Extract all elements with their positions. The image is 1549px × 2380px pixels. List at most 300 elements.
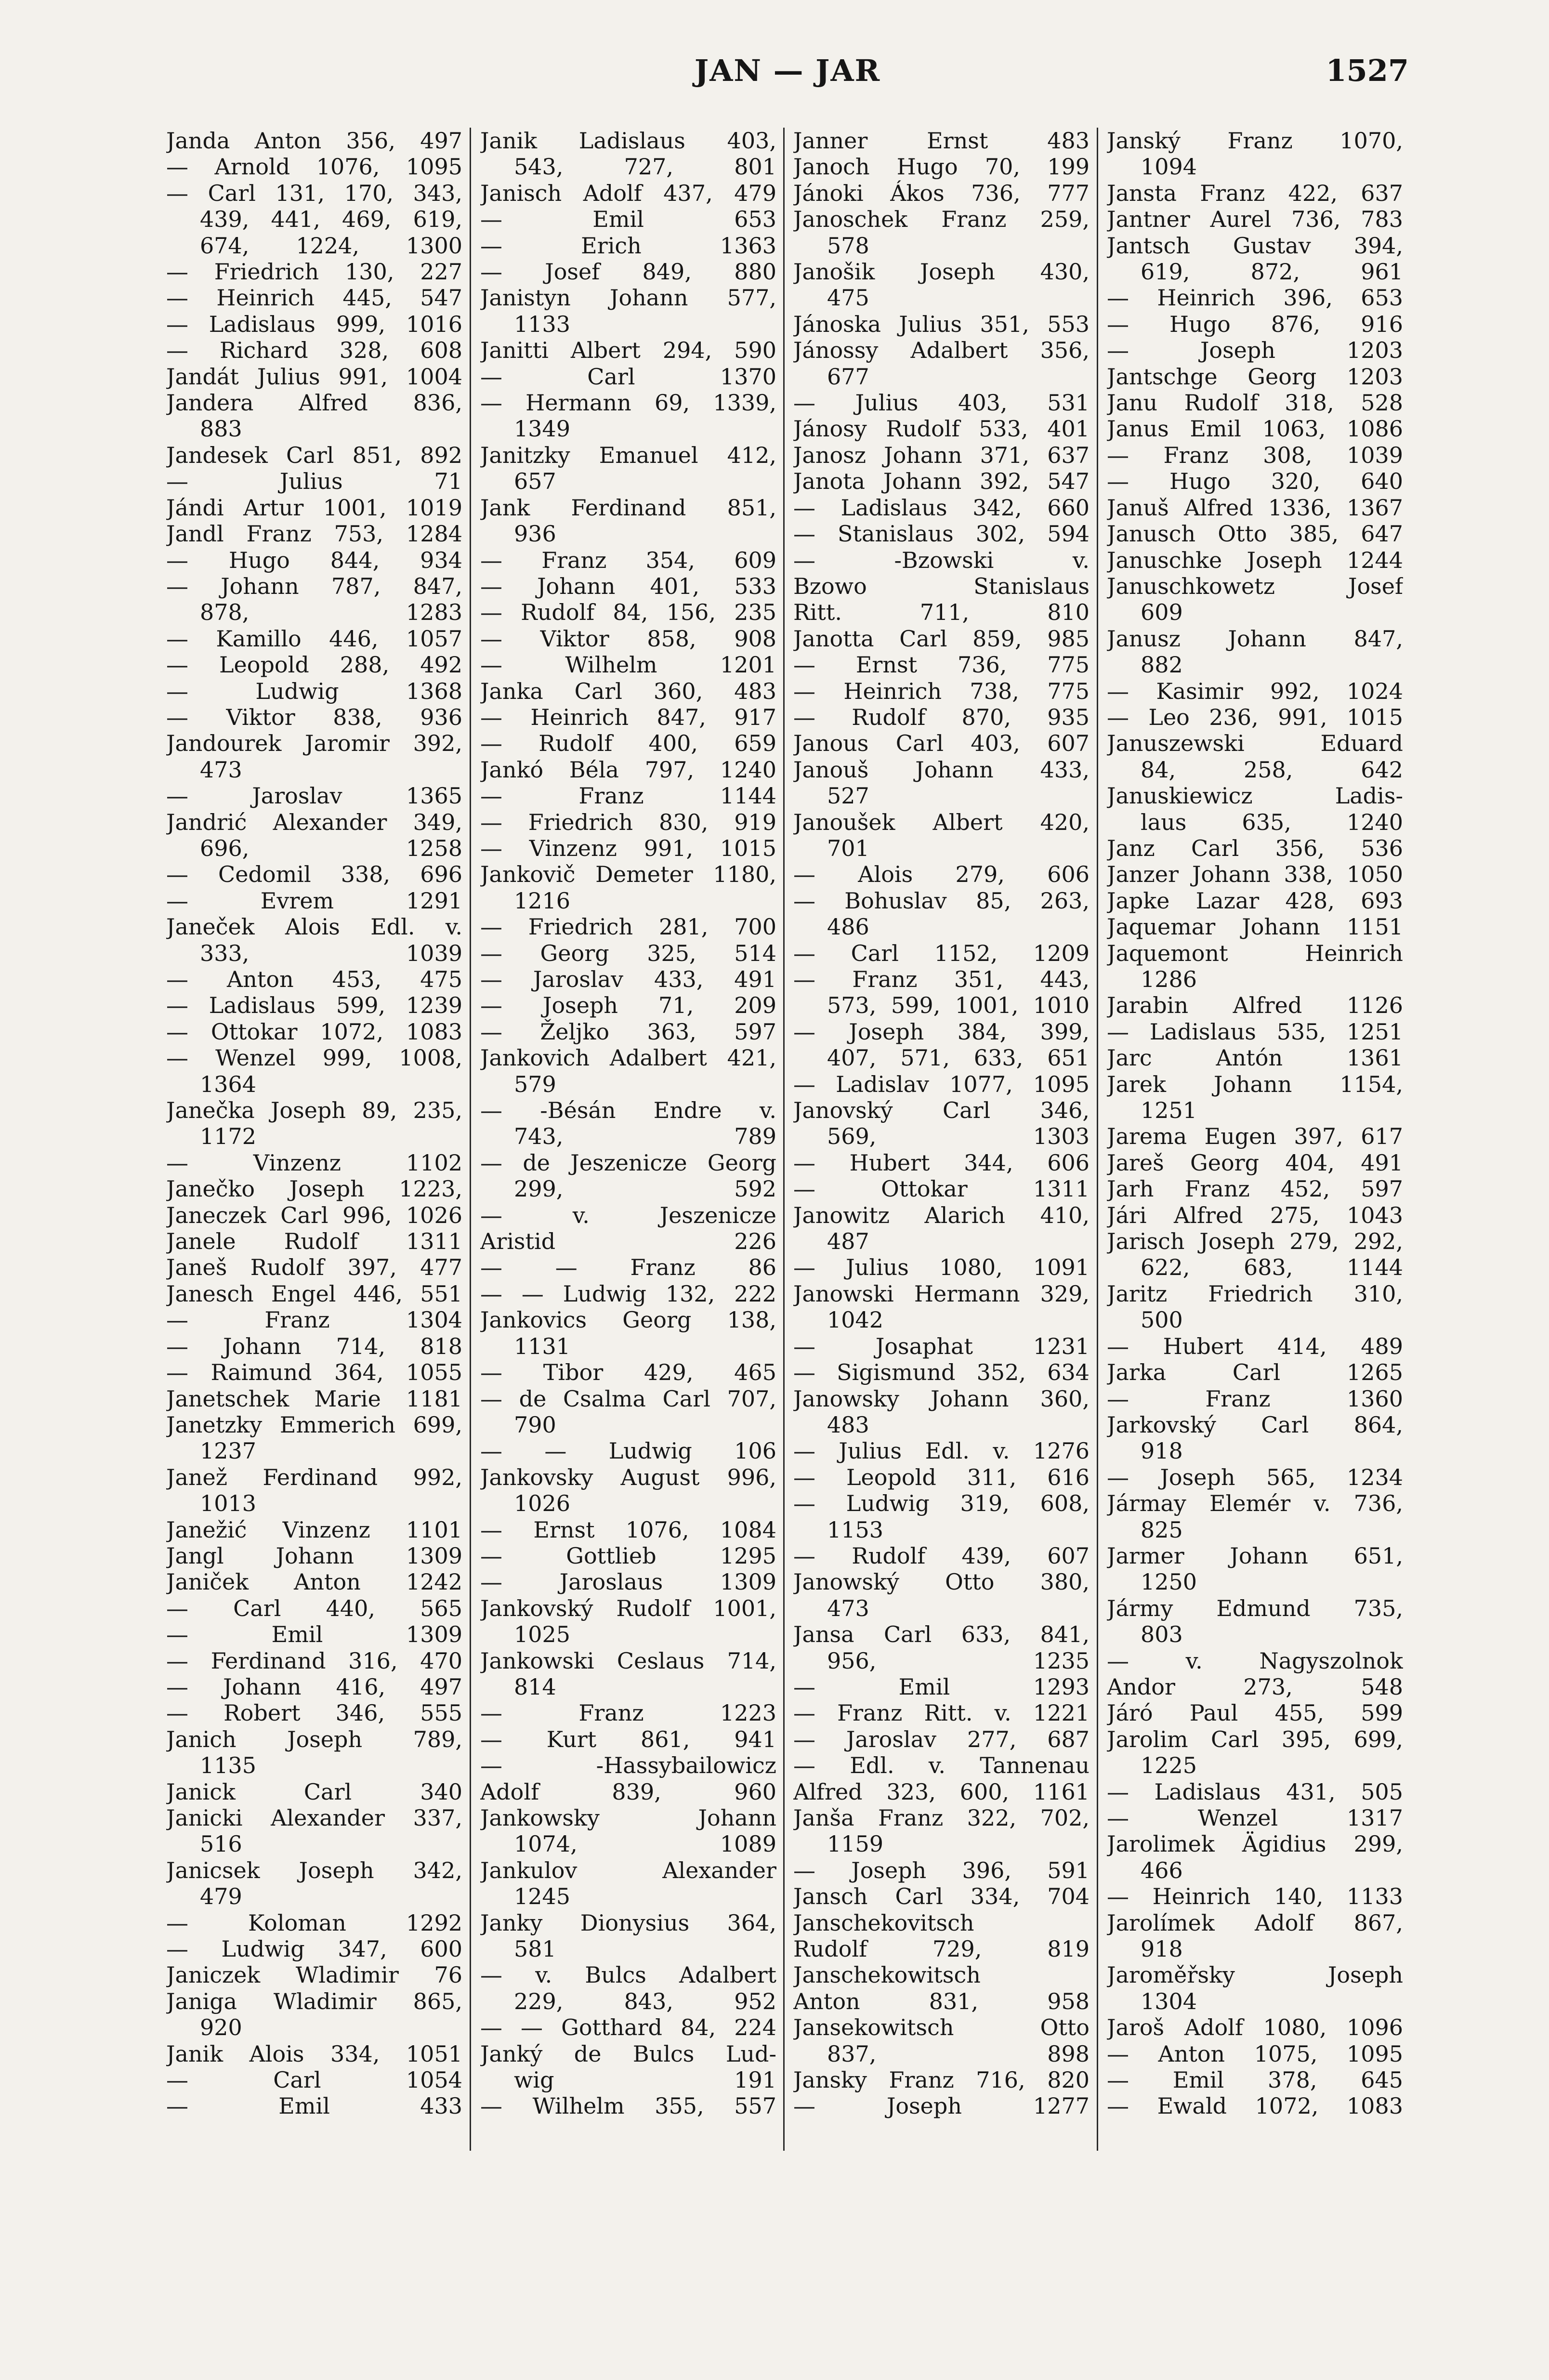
- column-4-list: [1107, 128, 1403, 2119]
- index-entry: Jankulov Alexander: [480, 1857, 776, 1883]
- index-entry: Janeček Alois Edl. v.: [166, 914, 462, 940]
- index-entry: — — Gotthard 84, 224: [480, 2014, 776, 2041]
- index-entry: — Emil 1293: [793, 1673, 1090, 1700]
- index-entry: — Anton 1075, 1095: [1107, 2040, 1403, 2067]
- index-entry: — Friedrich 281, 700: [480, 914, 776, 940]
- index-entry: — Franz 351, 443,: [793, 966, 1090, 992]
- index-entry: Janschekovitsch: [793, 1909, 974, 1936]
- index-entry: — Wilhelm 355, 557: [480, 2093, 776, 2119]
- index-entry: — Anton 453, 475: [166, 966, 462, 992]
- index-entry: 1245: [514, 1883, 571, 1910]
- index-entry: — — Franz 86: [480, 1254, 776, 1281]
- index-entry: Jandát Julius 991, 1004: [166, 363, 462, 390]
- index-entry: Jankovský Rudolf 1001,: [480, 1595, 776, 1621]
- index-entry: — Julius Edl. v. 1276: [793, 1438, 1090, 1464]
- index-entry: 473: [827, 1595, 869, 1621]
- index-entry: Janowski Hermann 329,: [793, 1280, 1090, 1307]
- index-entry: 516: [200, 1831, 242, 1857]
- index-entry: Jándi Artur 1001, 1019: [166, 494, 462, 521]
- index-entry: — Viktor 858, 908: [480, 625, 776, 652]
- index-entry: wig 191: [514, 2067, 776, 2093]
- index-entry: 1153: [827, 1516, 884, 1543]
- index-entry: — Ladislav 1077, 1095: [793, 1071, 1090, 1097]
- index-entry: Jarek Johann 1154,: [1107, 1071, 1403, 1097]
- index-entry: Janu Rudolf 318, 528: [1107, 390, 1403, 416]
- index-entry: Ritt. 711, 810: [793, 599, 1090, 626]
- index-entry: 1286: [1141, 966, 1197, 992]
- index-entry: — Hugo 320, 640: [1107, 468, 1403, 495]
- index-entry: Jaquemont Heinrich: [1107, 940, 1403, 966]
- index-entry: Janus Emil 1063, 1086: [1107, 416, 1403, 442]
- index-entry: — Johann 787, 847,: [166, 573, 462, 599]
- index-entry: Janick Carl 340: [166, 1778, 462, 1805]
- index-entry: — Gottlieb 1295: [480, 1542, 776, 1569]
- index-entry: 486: [827, 914, 869, 940]
- index-entry: — Jaroslav 433, 491: [480, 966, 776, 992]
- index-entry: Jankovics Georg 138,: [480, 1307, 776, 1333]
- index-entry: Jandrić Alexander 349,: [166, 809, 462, 835]
- index-entry: — Robert 346, 555: [166, 1700, 462, 1726]
- index-entry: Janka Carl 360, 483: [480, 678, 776, 704]
- index-entry: — Alois 279, 606: [793, 861, 1090, 888]
- index-entry: Jarisch Joseph 279, 292,: [1107, 1228, 1403, 1255]
- index-entry: — Franz 354, 609: [480, 547, 776, 573]
- index-entry: Janicki Alexander 337,: [166, 1805, 462, 1831]
- index-entry: Jarh Franz 452, 597: [1107, 1176, 1403, 1202]
- index-entry: Janiga Wladimir 865,: [166, 1988, 462, 2014]
- index-entry: Jánoska Julius 351, 553: [793, 311, 1090, 337]
- index-entry: Janich Joseph 789,: [166, 1726, 462, 1752]
- index-entry: Janiček Anton 1242: [166, 1569, 462, 1595]
- index-entry: — Carl 1054: [166, 2067, 462, 2093]
- index-entry: Jandourek Jaromir 392,: [166, 730, 462, 757]
- index-entry: 1216: [514, 887, 571, 914]
- index-entry: — Jaroslav 277, 687: [793, 1726, 1090, 1752]
- index-entry: 1133: [514, 311, 571, 337]
- index-entry: 1135: [200, 1752, 257, 1779]
- index-entry: Januskiewicz Ladis-: [1107, 783, 1403, 809]
- index-entry: 918: [1141, 1438, 1183, 1464]
- index-entry: Jandesek Carl 851, 892: [166, 442, 462, 468]
- page-header: [166, 53, 1409, 106]
- index-entry: — Stanislaus 302, 594: [793, 521, 1090, 547]
- index-entry: 1251: [1141, 1097, 1197, 1124]
- index-entry: — Joseph 1203: [1107, 337, 1403, 364]
- index-entry: — Franz 1360: [1107, 1385, 1403, 1412]
- column-1: [166, 128, 462, 2151]
- index-entry: Anton 831, 958: [793, 1988, 1090, 2014]
- index-entry: — Tibor 429, 465: [480, 1359, 776, 1386]
- index-entry: — Johann 401, 533: [480, 573, 776, 599]
- index-entry: Janota Johann 392, 547: [793, 468, 1090, 495]
- index-entry: Jankovsky August 996,: [480, 1464, 776, 1490]
- index-entry: Janowský Otto 380,: [793, 1569, 1090, 1595]
- index-entry: — Carl 1152, 1209: [793, 940, 1090, 966]
- index-entry: Janik Ladislaus 403,: [480, 128, 776, 154]
- index-entry: — Ladislaus 535, 1251: [1107, 1018, 1403, 1045]
- index-entry: — Edl. v. Tannenau: [793, 1752, 1090, 1779]
- index-entry: — Carl 440, 565: [166, 1595, 462, 1621]
- index-entry: — Richard 328, 608: [166, 337, 462, 364]
- index-entry: 674, 1224, 1300: [200, 232, 462, 259]
- index-entry: 581: [514, 1936, 556, 1962]
- index-entry: 1159: [827, 1831, 884, 1857]
- index-entry: — Ottokar 1072, 1083: [166, 1018, 462, 1045]
- index-entry: Janowitz Alarich 410,: [793, 1202, 1090, 1228]
- index-entry: 677: [827, 363, 869, 390]
- index-entry: — Joseph 396, 591: [793, 1857, 1090, 1883]
- index-entry: Jankó Béla 797, 1240: [480, 756, 776, 783]
- index-entry: Januš Alfred 1336, 1367: [1107, 494, 1403, 521]
- index-entry: 920: [200, 2014, 242, 2041]
- column-4: [1107, 128, 1403, 2151]
- index-entry: — Heinrich 738, 775: [793, 678, 1090, 704]
- index-entry: 803: [1141, 1621, 1183, 1648]
- index-entry: 743, 789: [514, 1123, 776, 1150]
- index-entry: — Wenzel 1317: [1107, 1805, 1403, 1831]
- index-entry: Jankovič Demeter 1180,: [480, 861, 776, 888]
- index-entry: Jandl Franz 753, 1284: [166, 521, 462, 547]
- index-entry: — Raimund 364, 1055: [166, 1359, 462, 1386]
- index-entry: — Johann 416, 497: [166, 1673, 462, 1700]
- index-entry: — Ladislaus 999, 1016: [166, 311, 462, 337]
- index-entry: 1364: [200, 1071, 257, 1097]
- index-entry: 473: [200, 756, 242, 783]
- index-entry: — Josef 849, 880: [480, 259, 776, 285]
- index-entry: 883: [200, 416, 242, 442]
- index-entry: 407, 571, 633, 651: [827, 1045, 1090, 1071]
- index-entry: 814: [514, 1673, 556, 1700]
- index-entry: 956, 1235: [827, 1647, 1090, 1674]
- index-entry: — Hubert 414, 489: [1107, 1333, 1403, 1359]
- index-entry: Jank Ferdinand 851,: [480, 494, 776, 521]
- index-entry: 1225: [1141, 1752, 1197, 1779]
- index-entry: — Ferdinand 316, 470: [166, 1647, 462, 1674]
- index-entry: — Emil 1309: [166, 1621, 462, 1648]
- index-entry: 837, 898: [827, 2040, 1090, 2067]
- index-entry: Járó Paul 455, 599: [1107, 1700, 1403, 1726]
- index-entry: Jankowski Ceslaus 714,: [480, 1647, 776, 1674]
- index-entry: Janetschek Marie 1181: [166, 1385, 462, 1412]
- index-entry: Janisch Adolf 437, 479: [480, 180, 776, 206]
- index-entry: Janosz Johann 371, 637: [793, 442, 1090, 468]
- index-entry: Janoch Hugo 70, 199: [793, 154, 1090, 180]
- column-divider: [783, 128, 785, 2151]
- index-entry: 1025: [514, 1621, 571, 1648]
- column-3-list: [793, 128, 1090, 2119]
- index-entry: 1074, 1089: [514, 1831, 776, 1857]
- index-entry: — Viktor 838, 936: [166, 704, 462, 730]
- index-entry: Jantsch Gustav 394,: [1107, 232, 1403, 259]
- index-entry: — Jaroslav 1365: [166, 783, 462, 809]
- index-entry: Janschekowitsch: [793, 1962, 981, 1988]
- index-entry: Jankowsky Johann: [480, 1805, 776, 1831]
- index-entry: 578: [827, 232, 869, 259]
- index-entry: 1013: [200, 1490, 257, 1517]
- index-entry: 1172: [200, 1123, 257, 1150]
- index-columns: [166, 128, 1409, 2151]
- index-entry: — — Ludwig 132, 222: [480, 1280, 776, 1307]
- index-entry: — Rudolf 870, 935: [793, 704, 1090, 730]
- index-entry: — Rudolf 84, 156, 235: [480, 599, 776, 626]
- index-entry: Jári Alfred 275, 1043: [1107, 1202, 1403, 1228]
- index-entry: Jánosy Rudolf 533, 401: [793, 416, 1090, 442]
- index-entry: Jaroměřsky Joseph: [1107, 1962, 1403, 1988]
- index-entry: Janežić Vinzenz 1101: [166, 1516, 462, 1543]
- index-entry: — Joseph 1277: [793, 2093, 1090, 2119]
- index-entry: — Erich 1363: [480, 232, 776, 259]
- index-entry: Janowsky Johann 360,: [793, 1385, 1090, 1412]
- index-entry: — Joseph 71, 209: [480, 992, 776, 1019]
- index-entry: Jaritz Friedrich 310,: [1107, 1280, 1403, 1307]
- index-entry: Jarka Carl 1265: [1107, 1359, 1403, 1386]
- index-entry: Japke Lazar 428, 693: [1107, 887, 1403, 914]
- index-entry: — Kurt 861, 941: [480, 1726, 776, 1752]
- index-entry: — Bohuslav 85, 263,: [793, 887, 1090, 914]
- index-entry: — Ernst 736, 775: [793, 652, 1090, 678]
- index-entry: Jánoki Ákos 736, 777: [793, 180, 1090, 206]
- index-entry: 825: [1141, 1516, 1183, 1543]
- index-entry: — Franz Ritt. v. 1221: [793, 1700, 1090, 1726]
- index-entry: 543, 727, 801: [514, 154, 776, 180]
- index-entry: — Evrem 1291: [166, 887, 462, 914]
- index-entry: Janečko Joseph 1223,: [166, 1176, 462, 1202]
- index-entry: Janitti Albert 294, 590: [480, 337, 776, 364]
- index-entry: Aristid 226: [480, 1228, 776, 1255]
- index-entry: 622, 683, 1144: [1141, 1254, 1403, 1281]
- column-2: [480, 128, 776, 2151]
- index-entry: — Ludwig 1368: [166, 678, 462, 704]
- index-entry: — Hubert 344, 606: [793, 1149, 1090, 1176]
- index-entry: Janošik Joseph 430,: [793, 259, 1090, 285]
- index-entry: — Vinzenz 991, 1015: [480, 835, 776, 861]
- index-entry: — Ladislaus 431, 505: [1107, 1778, 1403, 1805]
- index-entry: — Cedomil 338, 696: [166, 861, 462, 888]
- index-entry: Janký de Bulcs Lud-: [480, 2040, 776, 2067]
- index-entry: — Rudolf 400, 659: [480, 730, 776, 757]
- index-entry: — Emil 653: [480, 206, 776, 233]
- index-entry: — Hermann 69, 1339,: [480, 390, 776, 416]
- index-entry: 475: [827, 285, 869, 311]
- index-entry: Jármy Edmund 735,: [1107, 1595, 1403, 1621]
- index-entry: 487: [827, 1228, 869, 1255]
- index-entry: — Joseph 384, 399,: [793, 1018, 1090, 1045]
- index-entry: Jansta Franz 422, 637: [1107, 180, 1403, 206]
- index-entry: Rudolf 729, 819: [793, 1936, 1090, 1962]
- index-entry: Jandera Alfred 836,: [166, 390, 462, 416]
- index-entry: Jansa Carl 633, 841,: [793, 1621, 1090, 1648]
- index-entry: — Kamillo 446, 1057: [166, 625, 462, 652]
- index-entry: 479: [200, 1883, 242, 1910]
- index-entry: — Friedrich 130, 227: [166, 259, 462, 285]
- index-entry: Janzer Johann 338, 1050: [1107, 861, 1403, 888]
- index-entry: 299, 592: [514, 1176, 776, 1202]
- index-entry: — Wenzel 999, 1008,: [166, 1045, 462, 1071]
- index-entry: Janistyn Johann 577,: [480, 285, 776, 311]
- index-entry: Jaroš Adolf 1080, 1096: [1107, 2014, 1403, 2041]
- index-entry: Jareš Georg 404, 491: [1107, 1149, 1403, 1176]
- index-entry: — Julius 71: [166, 468, 462, 495]
- column-1-list: [166, 128, 462, 2119]
- index-entry: laus 635, 1240: [1141, 809, 1403, 835]
- index-entry: 1304: [1141, 1988, 1197, 2014]
- index-entry: — Sigismund 352, 634: [793, 1359, 1090, 1386]
- index-entry: — Heinrich 140, 1133: [1107, 1883, 1403, 1910]
- index-entry: — Arnold 1076, 1095: [166, 154, 462, 180]
- index-entry: Janele Rudolf 1311: [166, 1228, 462, 1255]
- index-entry: Jarabin Alfred 1126: [1107, 992, 1403, 1019]
- index-entry: — Jaroslaus 1309: [480, 1569, 776, 1595]
- index-entry: 579: [514, 1071, 556, 1097]
- index-entry: — Josaphat 1231: [793, 1333, 1090, 1359]
- index-entry: 619, 872, 961: [1141, 259, 1403, 285]
- index-entry: — Željko 363, 597: [480, 1018, 776, 1045]
- index-entry: — Ernst 1076, 1084: [480, 1516, 776, 1543]
- index-entry: Jansch Carl 334, 704: [793, 1883, 1090, 1910]
- index-entry: Janetzky Emmerich 699,: [166, 1411, 462, 1438]
- index-entry: — Julius 1080, 1091: [793, 1254, 1090, 1281]
- index-entry: — -Hassybailowicz: [480, 1752, 776, 1779]
- index-entry: — Franz 1144: [480, 783, 776, 809]
- index-entry: Janoschek Franz 259,: [793, 206, 1090, 233]
- index-entry: 84, 258, 642: [1141, 756, 1403, 783]
- index-entry: Januschkowetz Josef: [1107, 573, 1403, 599]
- column-3: [793, 128, 1090, 2151]
- column-divider: [1097, 128, 1098, 2151]
- running-title: JAN — JAR: [694, 53, 881, 88]
- index-entry: 1042: [827, 1307, 884, 1333]
- index-entry: Janesch Engel 446, 551: [166, 1280, 462, 1307]
- index-entry: — Hugo 844, 934: [166, 547, 462, 573]
- index-entry: Jarema Eugen 397, 617: [1107, 1123, 1403, 1150]
- index-entry: — Heinrich 445, 547: [166, 285, 462, 311]
- index-entry: 229, 843, 952: [514, 1988, 776, 2014]
- index-entry: Jármay Elemér v. 736,: [1107, 1490, 1403, 1517]
- index-entry: — Georg 325, 514: [480, 940, 776, 966]
- index-entry: Andor 273, 548: [1107, 1673, 1403, 1700]
- index-entry: Janež Ferdinand 992,: [166, 1464, 462, 1490]
- index-entry: Januschke Joseph 1244: [1107, 547, 1403, 573]
- index-entry: — Emil 433: [166, 2093, 462, 2119]
- index-entry: Jaquemar Johann 1151: [1107, 914, 1403, 940]
- index-entry: Jarolim Carl 395, 699,: [1107, 1726, 1403, 1752]
- index-entry: Janeš Rudolf 397, 477: [166, 1254, 462, 1281]
- index-entry: — Leopold 288, 492: [166, 652, 462, 678]
- index-entry: — Carl 131, 170, 343,: [166, 180, 462, 206]
- index-entry: 439, 441, 469, 619,: [200, 206, 462, 233]
- index-entry: Janner Ernst 483: [793, 128, 1090, 154]
- index-entry: 1250: [1141, 1569, 1197, 1595]
- index-entry: Janoušek Albert 420,: [793, 809, 1090, 835]
- index-entry: — Leopold 311, 616: [793, 1464, 1090, 1490]
- index-entry: Jarolimek Ägidius 299,: [1107, 1831, 1403, 1857]
- index-entry: Jansky Franz 716, 820: [793, 2067, 1090, 2093]
- index-entry: 882: [1141, 652, 1183, 678]
- index-entry: Janda Anton 356, 497: [166, 128, 462, 154]
- index-entry: — Carl 1370: [480, 363, 776, 390]
- index-entry: — — Ludwig 106: [480, 1438, 776, 1464]
- index-entry: — v. Jeszenicze: [480, 1202, 776, 1228]
- index-entry: — Ludwig 347, 600: [166, 1936, 462, 1962]
- index-entry: Janitzky Emanuel 412,: [480, 442, 776, 468]
- index-entry: Jansekowitsch Otto: [793, 2014, 1090, 2041]
- index-entry: Alfred 323, 600, 1161: [793, 1778, 1090, 1805]
- index-entry: — Julius 403, 531: [793, 390, 1090, 416]
- index-entry: 790: [514, 1411, 556, 1438]
- index-entry: Janicsek Joseph 342,: [166, 1857, 462, 1883]
- index-entry: — Rudolf 439, 607: [793, 1542, 1090, 1569]
- index-entry: 573, 599, 1001, 1010: [827, 992, 1090, 1019]
- column-divider: [470, 128, 471, 2151]
- index-entry: Jarmer Johann 651,: [1107, 1542, 1403, 1569]
- index-entry: Janky Dionysius 364,: [480, 1909, 776, 1936]
- index-entry: — Franz 1304: [166, 1307, 462, 1333]
- index-entry: Jantschge Georg 1203: [1107, 363, 1403, 390]
- index-entry: — Franz 1223: [480, 1700, 776, 1726]
- index-entry: — Friedrich 830, 919: [480, 809, 776, 835]
- index-entry: Janusz Johann 847,: [1107, 625, 1403, 652]
- index-entry: Jánossy Adalbert 356,: [793, 337, 1090, 364]
- index-entry: Janous Carl 403, 607: [793, 730, 1090, 757]
- index-entry: Janeczek Carl 996, 1026: [166, 1202, 462, 1228]
- index-entry: — Koloman 1292: [166, 1909, 462, 1936]
- index-entry: Jankovich Adalbert 421,: [480, 1045, 776, 1071]
- index-entry: Janusch Otto 385, 647: [1107, 521, 1403, 547]
- index-entry: — Ladislaus 342, 660: [793, 494, 1090, 521]
- index-entry: Janouš Johann 433,: [793, 756, 1090, 783]
- index-entry: — Franz 308, 1039: [1107, 442, 1403, 468]
- index-entry: — Ewald 1072, 1083: [1107, 2093, 1403, 2119]
- index-entry: — de Jeszenicze Georg: [480, 1149, 776, 1176]
- index-entry: — Ladislaus 599, 1239: [166, 992, 462, 1019]
- index-entry: — Joseph 565, 1234: [1107, 1464, 1403, 1490]
- index-entry: — Ludwig 319, 608,: [793, 1490, 1090, 1517]
- index-entry: Janik Alois 334, 1051: [166, 2040, 462, 2067]
- index-entry: Janz Carl 356, 536: [1107, 835, 1403, 861]
- index-entry: 569, 1303: [827, 1123, 1090, 1150]
- index-entry: Janovský Carl 346,: [793, 1097, 1090, 1124]
- index-entry: Jarolímek Adolf 867,: [1107, 1909, 1403, 1936]
- index-entry: Jarc Antón 1361: [1107, 1045, 1403, 1071]
- index-entry: 500: [1141, 1307, 1183, 1333]
- column-2-list: [480, 128, 776, 2119]
- index-entry: — Heinrich 847, 917: [480, 704, 776, 730]
- index-entry: — Wilhelm 1201: [480, 652, 776, 678]
- page-number: 1527: [1326, 53, 1409, 88]
- index-entry: Janečka Joseph 89, 235,: [166, 1097, 462, 1124]
- index-entry: — v. Nagyszolnok: [1107, 1647, 1403, 1674]
- index-entry: Januszewski Eduard: [1107, 730, 1403, 757]
- index-entry: 701: [827, 835, 869, 861]
- index-entry: — Kasimir 992, 1024: [1107, 678, 1403, 704]
- index-entry: — -Bzowski v.: [793, 547, 1090, 573]
- index-entry: 696, 1258: [200, 835, 462, 861]
- index-entry: — Leo 236, 991, 1015: [1107, 704, 1403, 730]
- index-entry: Bzowo Stanislaus: [793, 573, 1090, 599]
- index-entry: 527: [827, 783, 869, 809]
- index-entry: 1094: [1141, 154, 1197, 180]
- index-entry: 1026: [514, 1490, 571, 1517]
- index-entry: — -Bésán Endre v.: [480, 1097, 776, 1124]
- index-entry: Janotta Carl 859, 985: [793, 625, 1090, 652]
- index-entry: 878, 1283: [200, 599, 462, 626]
- index-entry: — Johann 714, 818: [166, 1333, 462, 1359]
- index-entry: Janša Franz 322, 702,: [793, 1805, 1090, 1831]
- index-entry: Adolf 839, 960: [480, 1778, 776, 1805]
- index-entry: Jarkovský Carl 864,: [1107, 1411, 1403, 1438]
- index-entry: Jangl Johann 1309: [166, 1542, 462, 1569]
- index-entry: 483: [827, 1411, 869, 1438]
